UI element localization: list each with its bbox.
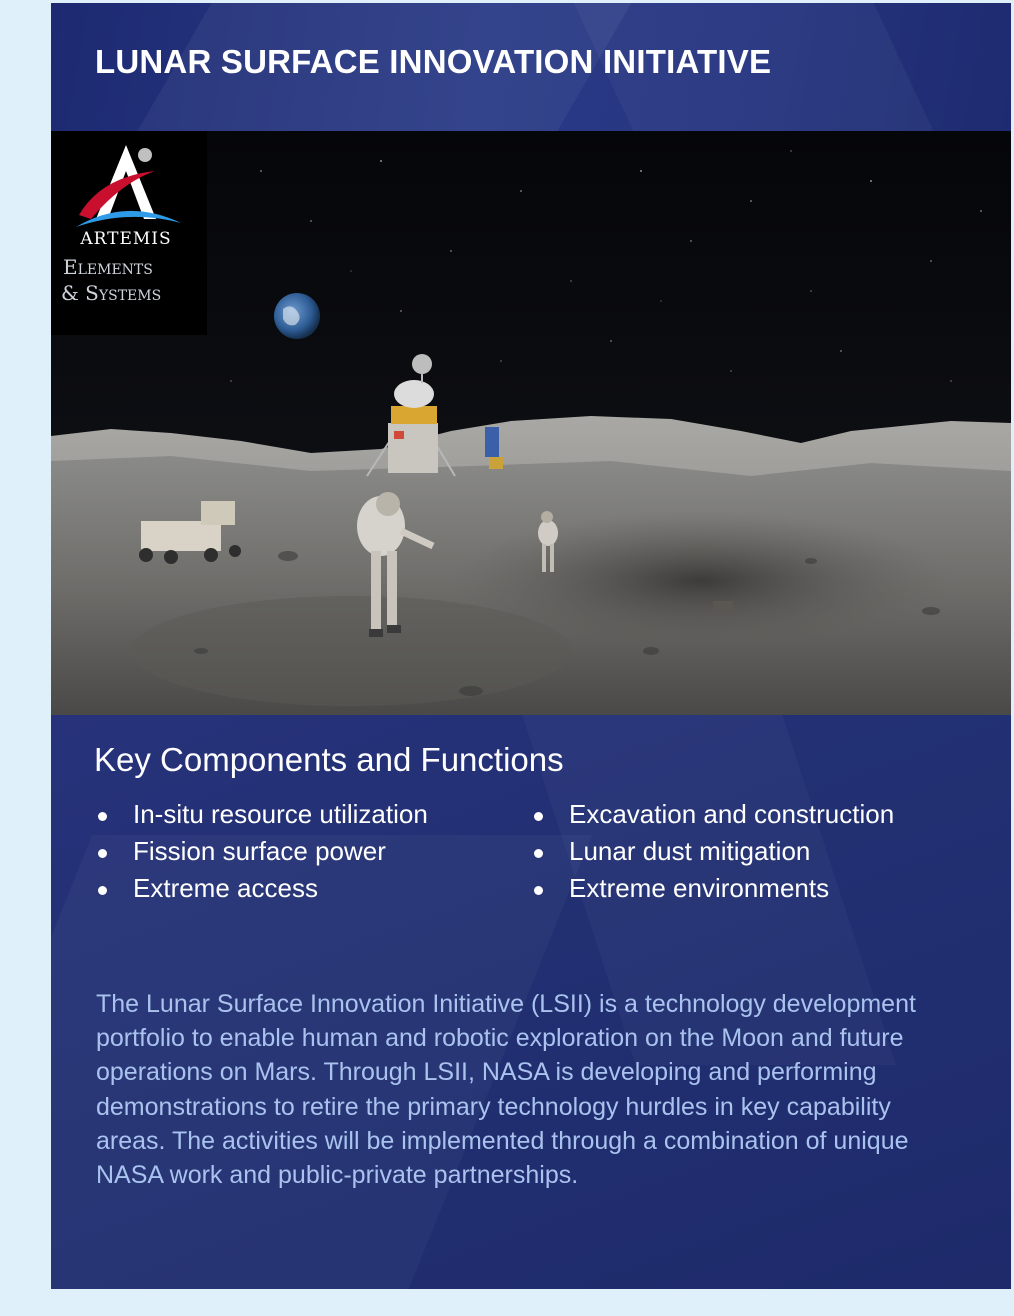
hero-illustration [51,131,1011,715]
content-panel [51,715,1011,1289]
bullet-list-left [96,799,428,910]
artemis-logo [51,131,207,335]
bullet-dot-icon [534,849,543,858]
bullet-text: Fission surface power [133,836,386,866]
section-heading: Key Components and Functions [94,741,564,778]
bullet-list-right [532,799,894,910]
artemis-a-icon [51,131,201,227]
bullet-dot-icon [98,812,107,821]
header-banner [51,3,1011,131]
bullet-text: Extreme environments [569,873,830,903]
bullet-item [96,836,428,873]
bullet-dot-icon [534,812,543,821]
bullet-item [532,799,894,836]
bullet-item [96,873,428,910]
small-robot [713,601,733,613]
description-paragraph: The Lunar Surface Innovation Initiative (LSII) is a technology development portfolio to enable human and robotic exploration on the Moon and future operations on Mars. Through LSII, NASA is developing and performing demonstrations to retire the primary technology hurdles in key capability areas. The activities will be implemented through a combination of unique NASA work and public-private partnerships. [96,990,916,1190]
lsii-fact-sheet [51,3,1011,1289]
bullet-dot-icon [534,886,543,895]
bullet-text: Lunar dust mitigation [569,836,811,866]
bullet-item [96,799,428,836]
badge-line-elements: Elements [63,255,153,279]
bullet-text: Excavation and construction [569,799,895,829]
badge-line-artemis: ARTEMIS [80,229,172,249]
badge-line-systems: & Systems [61,281,162,305]
page-title: LUNAR SURFACE INNOVATION INITIATIVE [95,43,772,80]
bullet-text: In-situ resource utilization [133,799,428,829]
bullet-item [532,836,894,873]
bullet-text: Extreme access [133,873,318,903]
bullet-dot-icon [98,849,107,858]
bullet-item [532,873,894,910]
bullet-dot-icon [98,886,107,895]
